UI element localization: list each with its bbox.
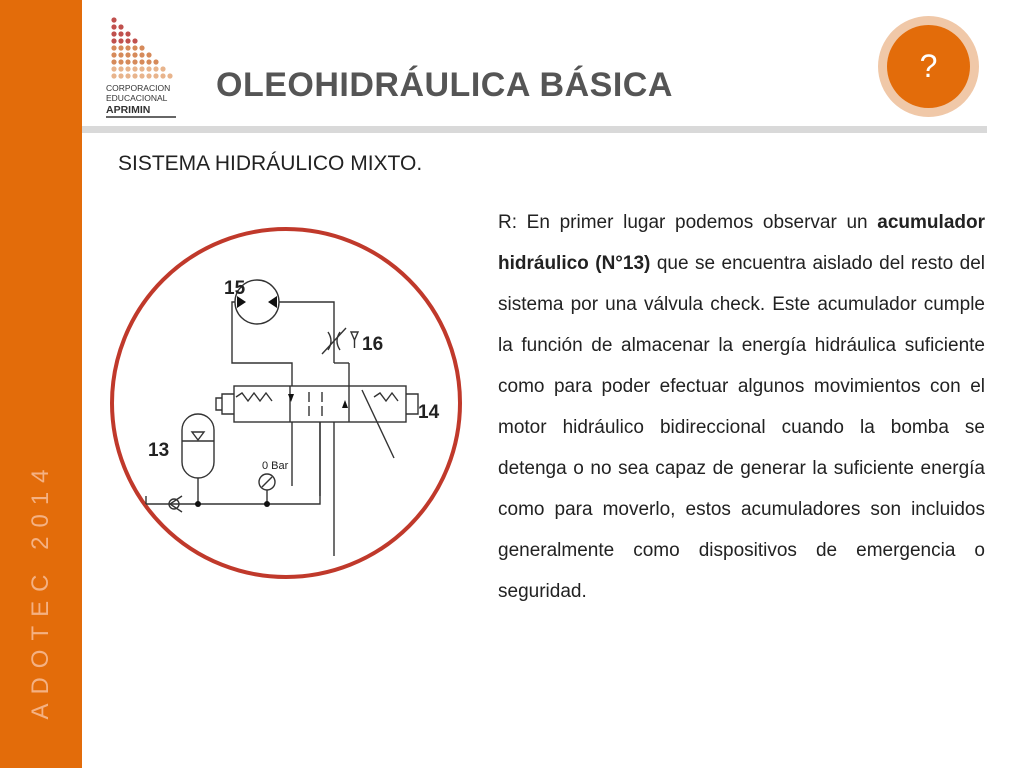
spring-right (374, 393, 398, 401)
svg-text:APRIMIN: APRIMIN (106, 104, 151, 116)
label-accumulator: 13 (148, 440, 170, 461)
paragraph-emphasis: acumulador hidráulico (N°13) (498, 212, 985, 274)
label-gauge: 0 Bar (262, 460, 289, 472)
sidebar-vertical-text: ADOTEC 2014 (27, 460, 54, 720)
section-subtitle: SISTEMA HIDRÁULICO MIXTO. (118, 152, 423, 175)
solenoid-right (406, 394, 418, 414)
svg-text:CORPORACION: CORPORACION (106, 83, 171, 93)
question-icon: ? (887, 25, 970, 108)
directional-valve-body (234, 386, 406, 422)
company-logo (104, 16, 178, 120)
paragraph-text-1: R: En primer lugar podemos observar un (498, 212, 878, 233)
label-flow-valve: 16 (362, 334, 384, 355)
sidebar (0, 0, 82, 768)
page-title: OLEOHIDRÁULICA BÁSICA (216, 66, 673, 104)
spring-left (236, 393, 272, 401)
motor-pipe-right (279, 302, 334, 326)
explanation-paragraph (498, 202, 985, 612)
valve-lever (362, 390, 394, 458)
motor-pipe-left (232, 302, 292, 386)
paragraph-text-2: que se encuentra aislado del resto del sistema por una válvula check. Este acumulador cumple la función de almacenar la energía hidráulica suficiente como para poder efectuar algunos movimientos con el motor hidráulico bidireccional cuando la bomba se detenga o no sea capaz de generar la suficiente energía como para moverlo, estos acumuladores son incluidos generalmente como dispositivos de emergencia o seguridad. (498, 253, 985, 602)
accumulator-symbol (182, 414, 214, 478)
svg-text:EDUCACIONAL: EDUCACIONAL (106, 93, 168, 103)
label-motor: 15 (224, 278, 246, 299)
solenoid-left (216, 394, 234, 414)
header-divider (82, 126, 987, 133)
help-button[interactable] (878, 16, 979, 117)
manifold-line (146, 422, 320, 504)
highlight-circle (112, 229, 460, 577)
label-directional-valve: 14 (418, 402, 440, 423)
hydraulic-circuit-diagram (104, 226, 474, 580)
